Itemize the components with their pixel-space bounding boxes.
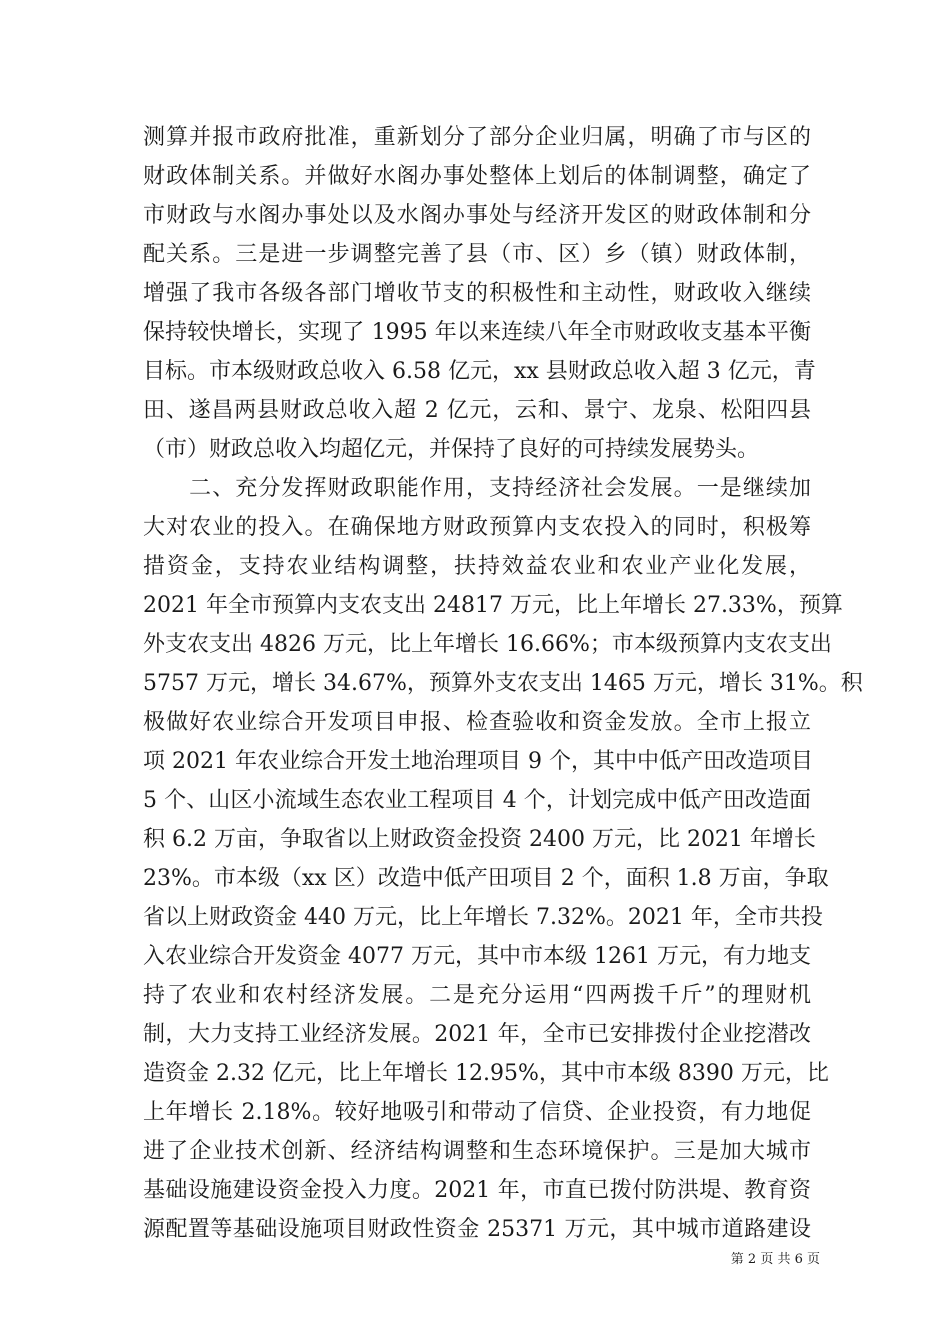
text-line: 省以上财政资金 440 万元，比上年增长 7.32%。2021 年，全市共投 — [143, 905, 823, 930]
text-line: 积 6.2 万亩，争取省以上财政资金投资 2400 万元，比 2021 年增长 — [143, 827, 816, 852]
text-line: 进了企业技术创新、经济结构调整和生态环境保护。三是加大城市 — [143, 1139, 811, 1164]
text-line: 5 个、山区小流域生态农业工程项目 4 个，计划完成中低产田改造面 — [143, 788, 811, 813]
paragraph-start-line: 二、充分发挥财政职能作用，支持经济社会发展。一是继续加 — [143, 476, 811, 501]
text-line: 项 2021 年农业综合开发土地治理项目 9 个，其中中低产田改造项目 — [143, 749, 813, 774]
text-line: 保持较快增长，实现了 1995 年以来连续八年全市财政收支基本平衡 — [143, 320, 811, 345]
text-line: 大对农业的投入。在确保地方财政预算内支农投入的同时，积极筹 — [143, 515, 811, 540]
text-line: 市财政与水阁办事处以及水阁办事处与经济开发区的财政体制和分 — [143, 203, 811, 228]
text-line: 源配置等基础设施项目财政性资金 25371 万元，其中城市道路建设 — [143, 1217, 811, 1242]
text-line: 目标。市本级财政总收入 6.58 亿元，xx 县财政总收入超 3 亿元，青 — [143, 359, 816, 384]
body-text — [143, 118, 863, 1249]
text-line: 外支农支出 4826 万元，比上年增长 16.66%；市本级预算内支农支出 — [143, 632, 832, 657]
text-line: 财政体制关系。并做好水阁办事处整体上划后的体制调整，确定了 — [143, 164, 811, 189]
text-line: 造资金 2.32 亿元，比上年增长 12.95%，其中市本级 8390 万元，比 — [143, 1061, 829, 1086]
text-line: 制，大力支持工业经济发展。2021 年，全市已安排拨付企业挖潜改 — [143, 1022, 811, 1047]
text-line: 测算并报市政府批准，重新划分了部分企业归属，明确了市与区的 — [143, 125, 811, 150]
text-line: 持了农业和农村经济发展。二是充分运用“四两拨千斤”的理财机 — [143, 983, 811, 1008]
text-line: 配关系。三是进一步调整完善了县（市、区）乡（镇）财政体制， — [143, 242, 811, 267]
text-line: 入农业综合开发资金 4077 万元，其中市本级 1261 万元，有力地支 — [143, 944, 811, 969]
text-line: 基础设施建设资金投入力度。2021 年，市直已拨付防洪堤、教育资 — [143, 1178, 811, 1203]
text-line: 23%。市本级（xx 区）改造中低产田项目 2 个，面积 1.8 万亩，争取 — [143, 866, 829, 891]
page-number: 第 2 页 共 6 页 — [730, 1252, 820, 1267]
text-line: 措资金，支持农业结构调整，扶持效益农业和农业产业化发展， — [143, 554, 811, 579]
text-line: 增强了我市各级各部门增收节支的积极性和主动性，财政收入继续 — [143, 281, 811, 306]
text-line: 5757 万元，增长 34.67%，预算外支农支出 1465 万元，增长 31%。积 — [143, 671, 863, 696]
text-line: 2021 年全市预算内支农支出 24817 万元，比上年增长 27.33%，预算 — [143, 593, 843, 618]
text-line: 田、遂昌两县财政总收入超 2 亿元，云和、景宁、龙泉、松阳四县 — [143, 398, 811, 423]
paragraph-end-line: （市）财政总收入均超亿元，并保持了良好的可持续发展势头。 — [143, 437, 760, 462]
text-line: 极做好农业综合开发项目申报、检查验收和资金发放。全市上报立 — [143, 710, 811, 735]
text-line: 上年增长 2.18%。较好地吸引和带动了信贷、企业投资，有力地促 — [143, 1100, 811, 1125]
